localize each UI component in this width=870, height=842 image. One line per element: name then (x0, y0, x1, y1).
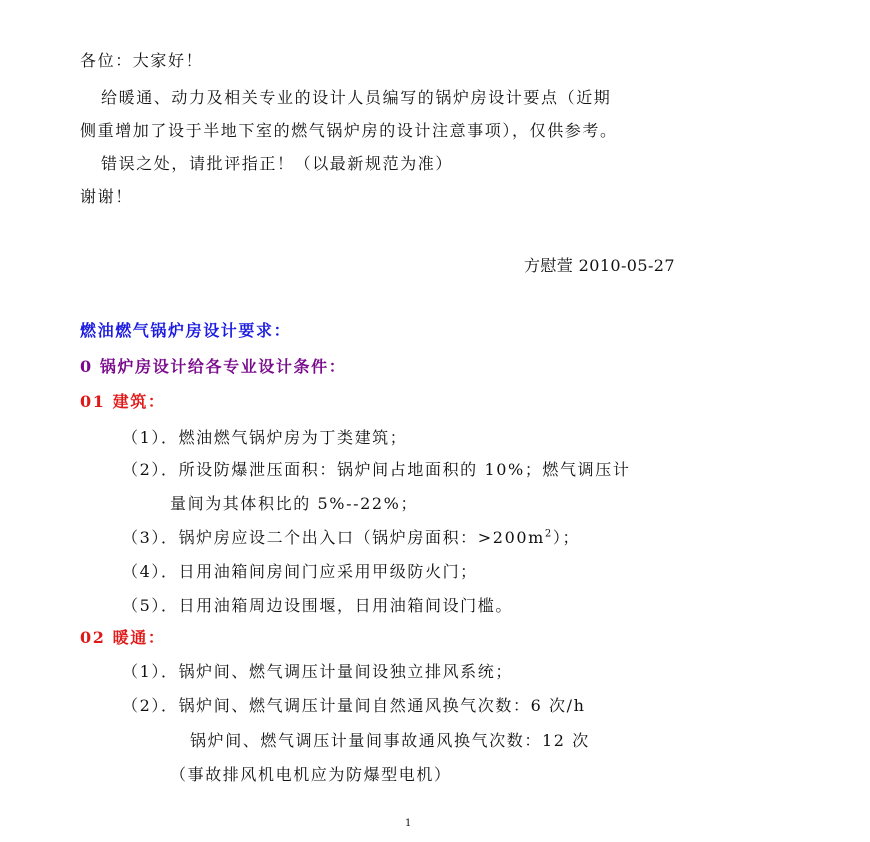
author-signature: 方慰萱 2010-05-27 (524, 256, 675, 275)
sec01-item-3-end: ）； (552, 528, 581, 547)
sec02-item-2-line-2: 锅炉间、燃气调压计量间事故通风换气次数：12 次 (190, 731, 590, 750)
thanks-line: 谢谢！ (80, 187, 133, 206)
section-02-heading: 02 暖通： (80, 628, 166, 647)
sec01-item-3-text: （3）．锅炉房应设二个出入口（锅炉房面积：>200m (122, 528, 545, 547)
sec01-item-4: （4）．日用油箱间房间门应采用甲级防火门； (122, 562, 478, 581)
sec01-item-3 (122, 528, 580, 548)
sec02-item-1: （1）．锅炉间、燃气调压计量间设独立排风系统； (122, 662, 513, 681)
greeting: 各位：大家好！ (80, 51, 204, 70)
superscript-2: 2 (544, 528, 553, 540)
sec01-item-1: （1）．燃油燃气锅炉房为丁类建筑； (122, 428, 408, 447)
sec01-item-5: （5）．日用油箱周边设围堰，日用油箱间设门槛。 (122, 596, 513, 615)
sec01-item-2-line-2: 量间为其体积比的 5%--22%； (170, 494, 419, 513)
section-0-title: 0 锅炉房设计给各专业设计条件： (80, 357, 347, 376)
sec02-item-2-line-3: （事故排风机电机应为防爆型电机） (170, 765, 452, 784)
intro-paragraph-line-2: 侧重增加了设于半地下室的燃气锅炉房的设计注意事项），仅供参考。 (80, 121, 618, 140)
intro-paragraph-2: 错误之处，请批评指正！（以最新规范为准） (101, 154, 454, 173)
section-01-heading: 01 建筑： (80, 392, 166, 411)
page-number: 1 (405, 818, 412, 829)
sec01-item-2-line-1: （2）．所设防爆泄压面积：锅炉间占地面积的 10%；燃气调压计 (122, 460, 631, 479)
main-title: 燃油燃气锅炉房设计要求： (80, 321, 292, 340)
sec02-item-2-line-1: （2）．锅炉间、燃气调压计量间自然通风换气次数：6 次/h (122, 696, 586, 715)
intro-paragraph-line-1: 给暖通、动力及相关专业的设计人员编写的锅炉房设计要点（近期 (101, 88, 612, 107)
